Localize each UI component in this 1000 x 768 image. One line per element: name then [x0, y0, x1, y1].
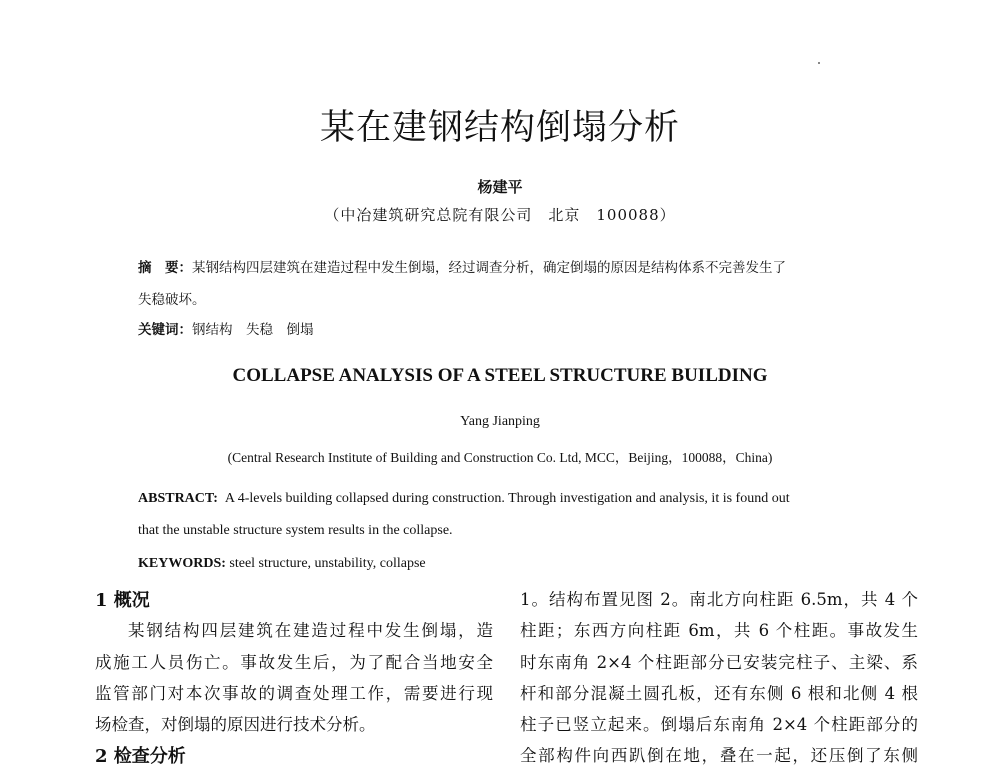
body-line: 成施工人员伤亡。事故发生后，为了配合当地安全 [95, 653, 493, 672]
body-line: 某钢结构四层建筑在建造过程中发生倒塌，造 [128, 621, 493, 640]
abstract-cn-line [138, 256, 786, 276]
english-author: Yang Jianping [460, 414, 540, 429]
body-line: 场检查，对倒塌的原因进行技术分析。 [95, 715, 376, 734]
english-title: COLLAPSE ANALYSIS OF A STEEL STRUCTURE BUILDING [232, 365, 768, 386]
keywords-en-label: KEYWORDS: [138, 556, 226, 571]
abstract-cn-label: 摘 要： [138, 260, 192, 276]
section-heading-1: 1 概况 [95, 590, 150, 611]
paper-title: 某在建钢结构倒塌分析 [319, 108, 680, 148]
abstract-cn-line: 失稳破坏。 [138, 292, 206, 308]
keywords-cn [138, 318, 314, 338]
section-heading-2: 2 检查分析 [95, 746, 186, 767]
body-line: 柱距；东西方向柱距 6m，共 6 个柱距。事故发生 [520, 621, 918, 640]
body-line: 时东南角 2×4 个柱距部分已安装完柱子、主梁、系 [520, 653, 918, 672]
body-line: 全部构件向西趴倒在地，叠在一起，还压倒了东侧 [520, 746, 918, 765]
body-line: 杆和部分混凝土圆孔板，还有东侧 6 根和北侧 4 根 [520, 684, 918, 703]
english-affiliation: (Central Research Institute of Building and Construction Co. Ltd, MCC，Beijing，100088，China) [227, 450, 773, 465]
keywords-cn-label: 关键词： [138, 322, 192, 338]
abstract-en-label: ABSTRACT: [138, 491, 218, 506]
keywords-cn-text: 钢结构 失稳 倒塌 [192, 322, 314, 338]
affiliation: （中冶建筑研究总院有限公司 北京 100088） [324, 206, 676, 224]
body-line: 柱子已竖立起来。倒塌后东南角 2×4 个柱距部分的 [520, 715, 918, 734]
body-line: 监管部门对本次事故的调查处理工作，需要进行现 [95, 684, 493, 703]
abstract-en-text: A 4-levels building collapsed during construction. Through investigation and analysis, it is found out [224, 491, 790, 506]
author: 杨建平 [477, 178, 523, 196]
keywords-en-text: steel structure, unstability, collapse [229, 556, 426, 571]
abstract-cn-text: 某钢结构四层建筑在建造过程中发生倒塌，经过调查分析，确定倒塌的原因是结构体系不完善发生了 [192, 260, 786, 276]
keywords-en [138, 556, 426, 572]
scan-speck [818, 62, 820, 64]
abstract-en-line: that the unstable structure system results in the collapse. [138, 523, 453, 538]
abstract-en-line [138, 491, 790, 507]
body-line: 1。结构布置见图 2。南北方向柱距 6.5m，共 4 个 [520, 590, 918, 609]
